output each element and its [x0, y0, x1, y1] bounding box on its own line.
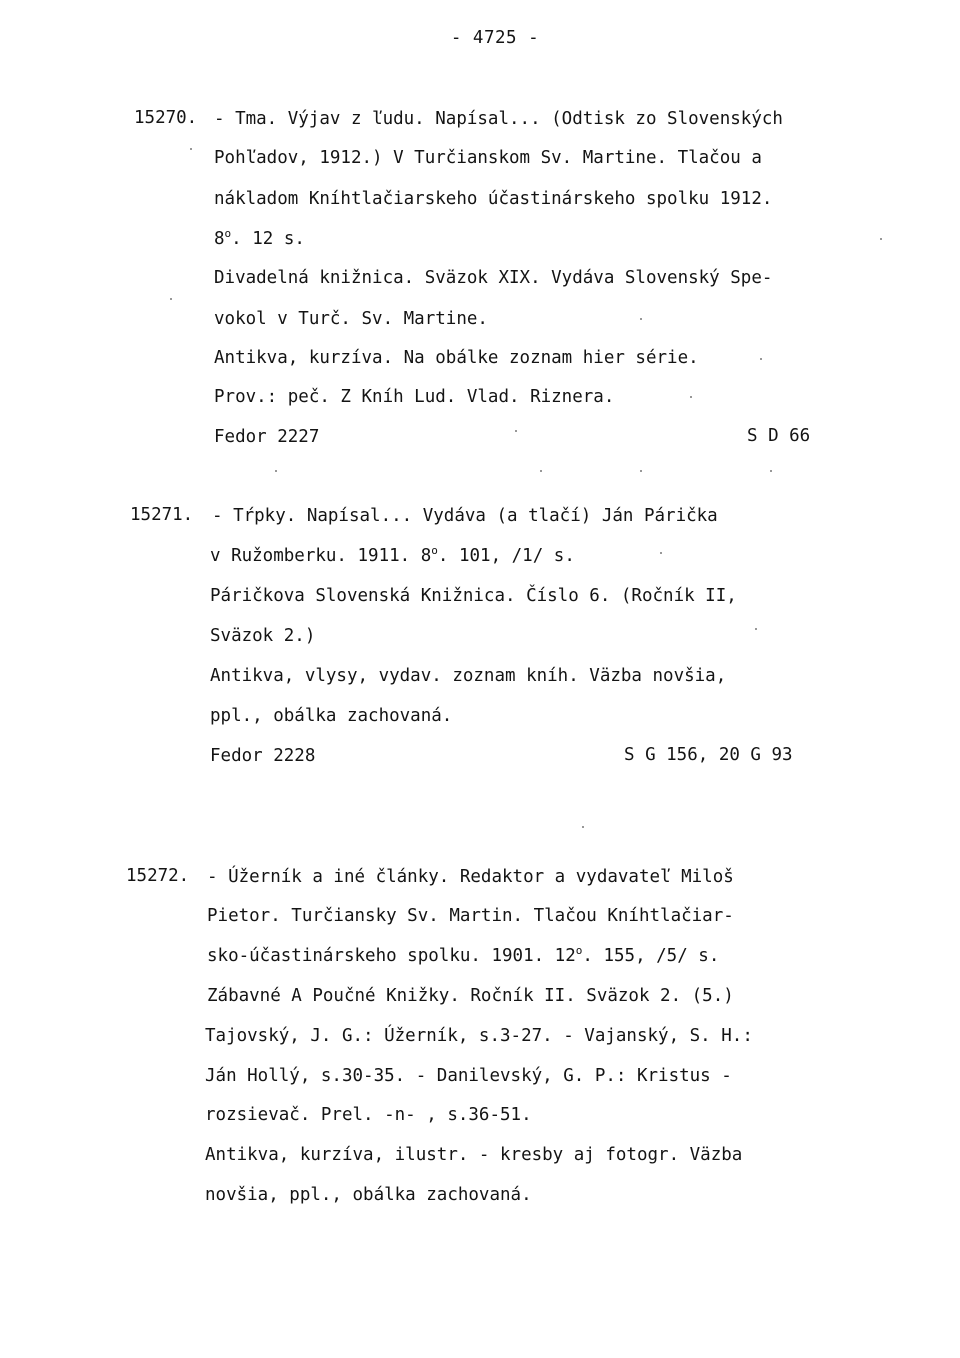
entry-line: rozsievač. Prel. -n- , s.36-51.	[205, 1105, 532, 1125]
entry-line: Fedor 2228	[210, 746, 316, 766]
scan-speck	[880, 238, 882, 240]
scan-speck	[582, 826, 584, 828]
entry-line: Ján Hollý, s.30-35. - Danilevský, G. P.: Kristus -	[205, 1066, 732, 1086]
entry-line: ppl., obálka zachovaná.	[210, 706, 453, 726]
degree-mark: o	[575, 944, 583, 957]
scan-speck	[660, 552, 662, 554]
entry-line: Tajovský, J. G.: Úžerník, s.3-27. - Vajanský, S. H.:	[205, 1026, 753, 1046]
entry-line: v Ružomberku. 1911. 8$^o$. 101, /1/ s.	[210, 544, 575, 566]
entry-line: Pohľadov, 1912.) V Turčianskom Sv. Martine. Tlačou a	[214, 148, 762, 168]
entry-line: nákladom Kníhtlačiarskeho účastinárskeho spolku 1912.	[214, 189, 773, 209]
entry-line: - Úžerník a iné články. Redaktor a vydavateľ Miloš	[207, 867, 734, 887]
scan-speck	[770, 470, 772, 472]
scan-speck	[540, 470, 542, 472]
entry-line: Fedor 2227	[214, 427, 320, 447]
scan-speck	[640, 470, 642, 472]
entry-line: Sväzok 2.)	[210, 626, 316, 646]
shelf-signature: S G 156, 20 G 93	[624, 745, 793, 765]
entry-line: vokol v Turč. Sv. Martine.	[214, 309, 488, 329]
entry-line: 8$^o$. 12 s.	[214, 227, 305, 249]
scan-speck	[515, 430, 517, 432]
entry-line: - Tŕpky. Napísal... Vydáva (a tlačí) Ján Párička	[212, 506, 718, 526]
entry-line: sko-účastinárskeho spolku. 1901. 12$^o$. 155, /5/ s.	[207, 944, 720, 966]
entry-line: novšia, ppl., obálka zachovaná.	[205, 1185, 532, 1205]
scan-speck	[760, 358, 762, 360]
scan-speck	[640, 318, 642, 320]
entry-number: 15270.	[134, 108, 198, 128]
entry-line: - Tma. Výjav z ľudu. Napísal... (Odtisk zo Slovenských	[214, 109, 783, 129]
entry-line: Antikva, vlysy, vydav. zoznam kníh. Väzba novšia,	[210, 666, 727, 686]
entry-line: Antikva, kurzíva, ilustr. - kresby aj fotogr. Väzba	[205, 1145, 743, 1165]
scan-speck	[275, 470, 277, 472]
scan-speck	[170, 298, 172, 300]
entry-line: Páričkova Slovenská Knižnica. Číslo 6. (Ročník II,	[210, 586, 737, 606]
entry-number: 15272.	[126, 866, 190, 886]
degree-mark: o	[224, 227, 232, 240]
entry-line: Divadelná knižnica. Sväzok XIX. Vydáva Slovenský Spe-	[214, 268, 773, 288]
entry-line: Zábavné A Poučné Knižky. Ročník II. Sväzok 2. (5.)	[207, 986, 734, 1006]
entry-line: Pietor. Turčiansky Sv. Martin. Tlačou Kníhtlačiar-	[207, 906, 734, 926]
shelf-signature: S D 66	[747, 426, 811, 446]
entry-number: 15271.	[130, 505, 194, 525]
entry-line: Prov.: peč. Z Kníh Lud. Vlad. Riznera.	[214, 387, 615, 407]
scan-speck	[755, 628, 757, 630]
scan-speck	[190, 148, 192, 150]
scan-speck	[690, 396, 692, 398]
entry-line: Antikva, kurzíva. Na obálke zoznam hier série.	[214, 348, 699, 368]
page-number: - 4725 -	[450, 28, 540, 48]
degree-mark: o	[431, 544, 438, 557]
